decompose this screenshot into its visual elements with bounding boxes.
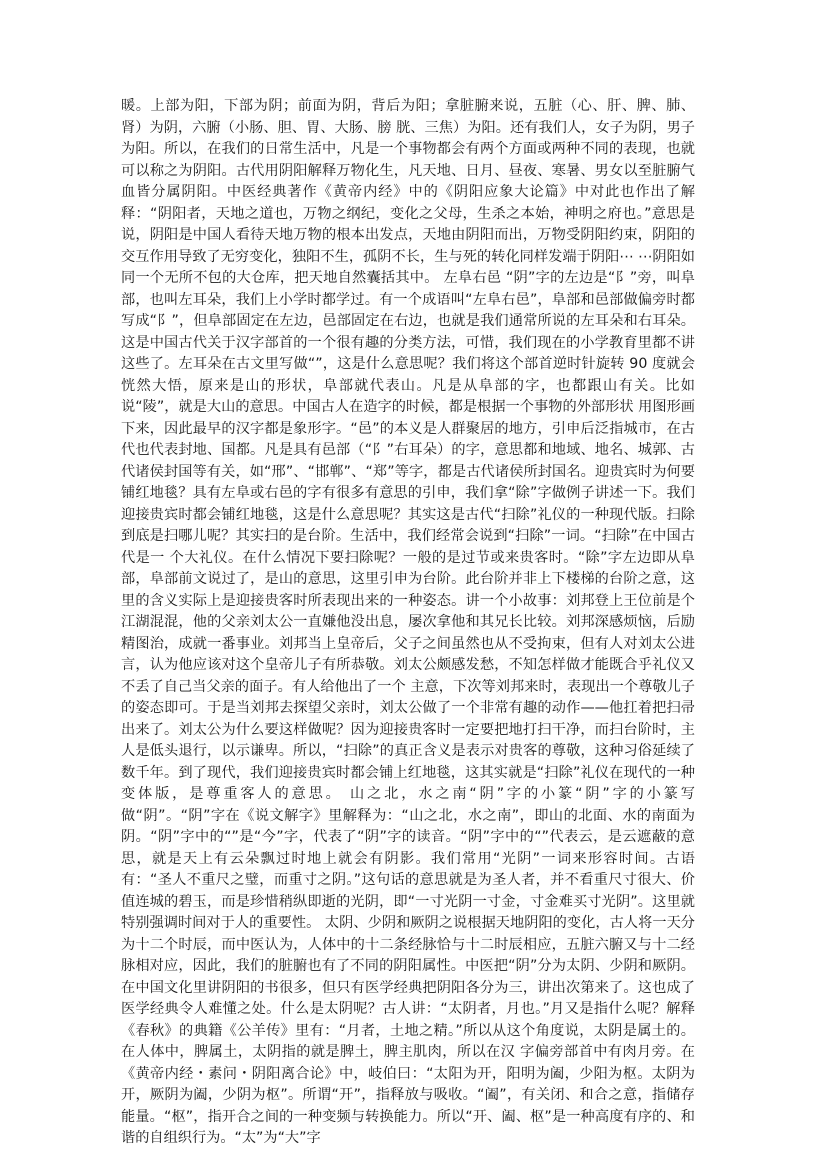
document-page bbox=[121, 96, 695, 1150]
body-paragraph: 暖。上部为阳，下部为阴；前面为阴，背后为阳；拿脏腑来说，五脏（心、肝、脾、肺、肾）为阴，六腑（小肠、胆、胃、大肠、膀 胱、三焦）为阳。还有我们人，女子为阴，男子为阳。所以，在我们的日常生活中，凡是一个事物都会有两个方面或两种不同的表现，也就可以称之为阴阳。古代用阴阳解释万物化生，凡天地、日月、昼夜、寒暑、男女以至脏腑气血皆分属阴阳。中医经典著作《黄帝内经》中的《阴阳应象大论篇》中对此也作出了解释：“阴阳者，天地之道也，万物之纲纪，变化之父母，生杀之本始，神明之府也。”意思是说，阴阳是中国人看待天地万物的根本出发点，天地由阴阳而出，万物受阴阳约束，阴阳的交互作用导致了无穷变化，独阳不生，孤阴不长，生与死的转化同样发端于阴阳⋯ ⋯阴阳如同一个无所不包的大仓库，把天地自然囊括其中。 左阜右邑 “阴”字的左边是“阝”旁，叫阜部，也叫左耳朵，我们上小学时都学过。有一个成语叫“左阜右邑”，阜部和邑部做偏旁时都写成“阝”，但阜部固定在左边，邑部固定在右边，也就是我们通常所说的左耳朵和右耳朵。这是中国古代关于汉字部首的一个很有趣的分类方法，可惜，我们现在的小学教育里都不讲这些了。左耳朵在古文里写做“”，这是什么意思呢？我们将这个部首逆时针旋转 90 度就会恍然大悟，原来是山的形状，阜部就代表山。凡是从阜部的字，也都跟山有关。比如说“陵”，就是大山的意思。中国古人在造字的时候，都是根据一个事物的外部形状 用图形画下来，因此最早的汉字都是象形字。“邑”的本义是人群聚居的地方，引申后泛指城市，在古代也代表封地、国都。凡是具有邑部（“阝”右耳朵）的字，意思都和地域、地名、城郭、古代诸侯封国等有关，如“邢”、“邯郸”、“郑”等字，都是古代诸侯所封国名。迎贵宾时为何要铺红地毯？具有左阜或右邑的字有很多有意思的引申，我们拿“除”字做例子讲述一下。我们迎接贵宾时都会铺红地毯，这是什么意思呢？其实这是古代“扫除”礼仪的一种现代版。扫除到底是扫哪儿呢？其实扫的是台阶。生活中，我们经常会说到“扫除”一词。“扫除”在中国古代是一 个大礼仪。在什么情况下要扫除呢？一般的是过节或来贵客时。“除”字左边即从阜部，阜部前文说过了，是山的意思，这里引申为台阶。此台阶并非上下楼梯的台阶之意，这里的含义实际上是迎接贵客时所表现出来的一种姿态。讲一个小故事：刘邦登上王位前是个江湖混混，他的父亲刘太公一直嫌他没出息，屡次拿他和其兄长比较。刘邦深感烦恼，后励精图治，成就一番事业。刘邦当上皇帝后，父子之间虽然也从不受拘束，但有人对刘太公进言，认为他应该对这个皇帝儿子有所恭敬。刘太公颇感发愁，不知怎样做才能既合乎礼仪又不丢了自己当父亲的面子。有人给他出了一个 主意，下次等刘邦来时，表现出一个尊敬儿子的姿态即可。于是当刘邦去探望父亲时，刘太公做了一个非常有趣的动作——他扛着把扫帚出来了。刘太公为什么要这样做呢？因为迎接贵客时一定要把地打扫干净，而扫台阶时，主人是低头退行，以示谦卑。所以，“扫除”的真正含义是表示对贵客的尊敬，这种习俗延续了数千年。到了现代，我们迎接贵宾时都会铺上红地毯，这其实就是“扫除”礼仪在现代的一种变体版，是尊重客人的意思。 山之北，水之南“阴”字的小篆“阴”字的小篆写做“阴”。“阴”字在《说文解字》里解释为：“山之北，水之南”，即山的北面、水的南面为阴。“阴”字中的“”是“今”字，代表了“阴”字的读音。“阴”字中的“”代表云，是云遮蔽的意思，就是天上有云朵飘过时地上就会有阴影。我们常用“光阴”一词来形容时间。古语有：“圣人不重尺之璧，而重寸之阴。”这句话的意思就是为圣人者，并不看重尺寸很大、价值连城的碧玉，而是珍惜稍纵即逝的光阴，即“一寸光阴一寸金，寸金难买寸光阴”。这里就特别强调时间对于人的重要性。 太阴、少阴和厥阴之说根据天地阴阳的变化，古人将一天分为十二个时辰，而中医认为，人体中的十二条经脉恰与十二时辰相应，五脏六腑又与十二经脉相对应，因此，我们的脏腑也有了不同的阴阳属性。中医把“阴”分为太阴、少阴和厥阴。在中国文化里讲阴阳的书很多，但只有医学经典把阴阳各分为三，讲出次第来了。这也成了医学经典令人难懂之处。什么是太阴呢？古人讲：“太阴者，月也。”月又是指什么呢？解释《春秋》的典籍《公羊传》里有：“月者，土地之精。”所以从这个角度说，太阴是属土的。在人体中，脾属土，太阴指的就是脾土，脾主肌肉，所以在汉 字偏旁部首中有肉月旁。在《黄帝内经・素问・阴阳离合论》中，岐伯曰：“太阳为开，阳明为阖，少阳为枢。太阴为开，厥阴为阖，少阴为枢”。所谓“开”，指释放与吸收。“阖”，有关闭、和合之意，指储存能量。“枢”，指开合之间的一种变频与转换能力。所以“开、阖、枢”是一种高度有序的、和谐的自组织行为。“太”为“大”字 bbox=[121, 98, 695, 1146]
